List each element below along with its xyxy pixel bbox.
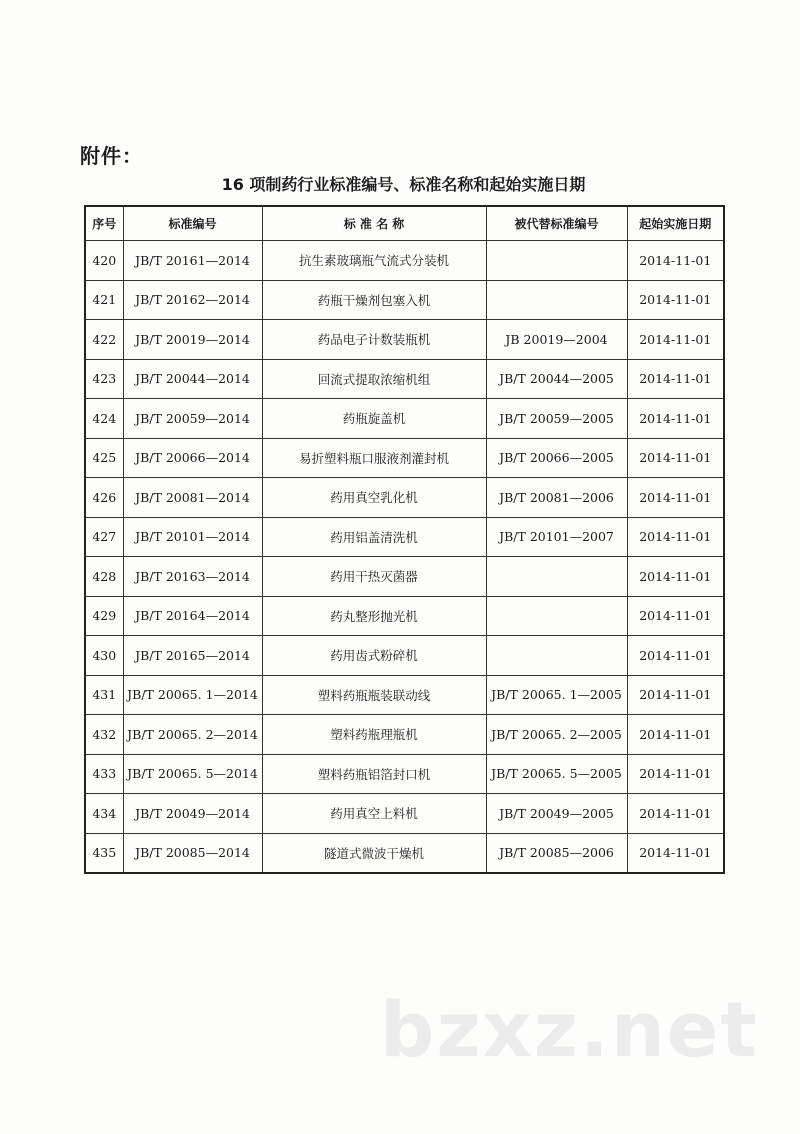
cell-std-no: JB/T 20161—2014 — [123, 241, 262, 281]
table-row — [85, 833, 724, 873]
document-title: 16 项制药行业标准编号、标准名称和起始实施日期 — [221, 175, 586, 194]
table-row — [85, 636, 724, 676]
cell-replaced — [486, 557, 627, 597]
cell-start-date: 2014-11-01 — [627, 715, 724, 755]
table-header-row — [85, 206, 724, 241]
cell-start-date: 2014-11-01 — [627, 241, 724, 281]
cell-start-date: 2014-11-01 — [627, 438, 724, 478]
cell-std-name: 药瓶干燥剂包塞入机 — [262, 280, 486, 320]
cell-start-date: 2014-11-01 — [627, 359, 724, 399]
cell-std-name: 塑料药瓶铝箔封口机 — [262, 754, 486, 794]
cell-std-no: JB/T 20065. 2—2014 — [123, 715, 262, 755]
cell-seq: 433 — [85, 754, 123, 794]
header-std-no: 标准编号 — [123, 206, 262, 241]
cell-seq: 423 — [85, 359, 123, 399]
cell-replaced — [486, 280, 627, 320]
cell-std-name: 药用真空乳化机 — [262, 478, 486, 518]
cell-seq: 428 — [85, 557, 123, 597]
cell-seq: 431 — [85, 675, 123, 715]
cell-seq: 421 — [85, 280, 123, 320]
cell-std-name: 药用干热灭菌器 — [262, 557, 486, 597]
cell-start-date: 2014-11-01 — [627, 280, 724, 320]
cell-seq: 432 — [85, 715, 123, 755]
cell-replaced — [486, 596, 627, 636]
cell-std-no: JB/T 20065. 5—2014 — [123, 754, 262, 794]
cell-std-no: JB/T 20019—2014 — [123, 320, 262, 360]
cell-std-no: JB/T 20049—2014 — [123, 794, 262, 834]
cell-std-no: JB/T 20065. 1—2014 — [123, 675, 262, 715]
cell-start-date: 2014-11-01 — [627, 754, 724, 794]
cell-seq: 420 — [85, 241, 123, 281]
table-row — [85, 438, 724, 478]
cell-start-date: 2014-11-01 — [627, 636, 724, 676]
cell-std-name: 药用铝盖清洗机 — [262, 517, 486, 557]
table-row — [85, 754, 724, 794]
table-row — [85, 241, 724, 281]
table-row — [85, 320, 724, 360]
cell-std-no: JB/T 20165—2014 — [123, 636, 262, 676]
cell-seq: 425 — [85, 438, 123, 478]
table-row — [85, 675, 724, 715]
cell-seq: 426 — [85, 478, 123, 518]
cell-replaced: JB/T 20044—2005 — [486, 359, 627, 399]
cell-replaced: JB/T 20085—2006 — [486, 833, 627, 873]
cell-std-name: 抗生素玻璃瓶气流式分装机 — [262, 241, 486, 281]
cell-std-no: JB/T 20044—2014 — [123, 359, 262, 399]
cell-seq: 435 — [85, 833, 123, 873]
cell-replaced: JB/T 20081—2006 — [486, 478, 627, 518]
cell-std-no: JB/T 20059—2014 — [123, 399, 262, 439]
table-row — [85, 478, 724, 518]
cell-replaced: JB/T 20065. 1—2005 — [486, 675, 627, 715]
cell-std-name: 药丸整形抛光机 — [262, 596, 486, 636]
cell-replaced — [486, 636, 627, 676]
table-row — [85, 715, 724, 755]
cell-std-no: JB/T 20163—2014 — [123, 557, 262, 597]
cell-seq: 424 — [85, 399, 123, 439]
table-row — [85, 399, 724, 439]
cell-replaced: JB/T 20065. 5—2005 — [486, 754, 627, 794]
cell-std-name: 药用真空上料机 — [262, 794, 486, 834]
cell-std-name: 回流式提取浓缩机组 — [262, 359, 486, 399]
watermark: bzxz.net — [380, 985, 759, 1074]
header-start-date: 起始实施日期 — [627, 206, 724, 241]
header-replaced: 被代替标准编号 — [486, 206, 627, 241]
cell-seq: 434 — [85, 794, 123, 834]
cell-seq: 430 — [85, 636, 123, 676]
cell-replaced: JB/T 20065. 2—2005 — [486, 715, 627, 755]
cell-seq: 427 — [85, 517, 123, 557]
cell-replaced: JB/T 20101—2007 — [486, 517, 627, 557]
cell-start-date: 2014-11-01 — [627, 596, 724, 636]
cell-std-no: JB/T 20081—2014 — [123, 478, 262, 518]
cell-start-date: 2014-11-01 — [627, 557, 724, 597]
table-row — [85, 359, 724, 399]
cell-replaced: JB/T 20049—2005 — [486, 794, 627, 834]
cell-std-no: JB/T 20101—2014 — [123, 517, 262, 557]
cell-std-no: JB/T 20162—2014 — [123, 280, 262, 320]
cell-start-date: 2014-11-01 — [627, 478, 724, 518]
cell-replaced — [486, 241, 627, 281]
cell-std-name: 药品电子计数装瓶机 — [262, 320, 486, 360]
cell-start-date: 2014-11-01 — [627, 517, 724, 557]
cell-start-date: 2014-11-01 — [627, 675, 724, 715]
cell-std-name: 塑料药瓶理瓶机 — [262, 715, 486, 755]
cell-seq: 429 — [85, 596, 123, 636]
cell-std-name: 隧道式微波干燥机 — [262, 833, 486, 873]
cell-start-date: 2014-11-01 — [627, 320, 724, 360]
cell-start-date: 2014-11-01 — [627, 399, 724, 439]
cell-std-no: JB/T 20164—2014 — [123, 596, 262, 636]
cell-replaced: JB/T 20059—2005 — [486, 399, 627, 439]
table-row — [85, 794, 724, 834]
attachment-label: 附件： — [80, 144, 143, 168]
cell-start-date: 2014-11-01 — [627, 833, 724, 873]
cell-seq: 422 — [85, 320, 123, 360]
table-row — [85, 596, 724, 636]
cell-replaced: JB 20019—2004 — [486, 320, 627, 360]
cell-std-name: 易折塑料瓶口服液剂灌封机 — [262, 438, 486, 478]
header-std-name: 标 准 名 称 — [262, 206, 486, 241]
standards-table — [84, 205, 725, 874]
cell-std-name: 药瓶旋盖机 — [262, 399, 486, 439]
cell-std-name: 药用齿式粉碎机 — [262, 636, 486, 676]
table-row — [85, 557, 724, 597]
cell-start-date: 2014-11-01 — [627, 794, 724, 834]
cell-replaced: JB/T 20066—2005 — [486, 438, 627, 478]
table-row — [85, 280, 724, 320]
cell-std-name: 塑料药瓶瓶装联动线 — [262, 675, 486, 715]
cell-std-no: JB/T 20066—2014 — [123, 438, 262, 478]
table-row — [85, 517, 724, 557]
cell-std-no: JB/T 20085—2014 — [123, 833, 262, 873]
header-seq: 序号 — [85, 206, 123, 241]
